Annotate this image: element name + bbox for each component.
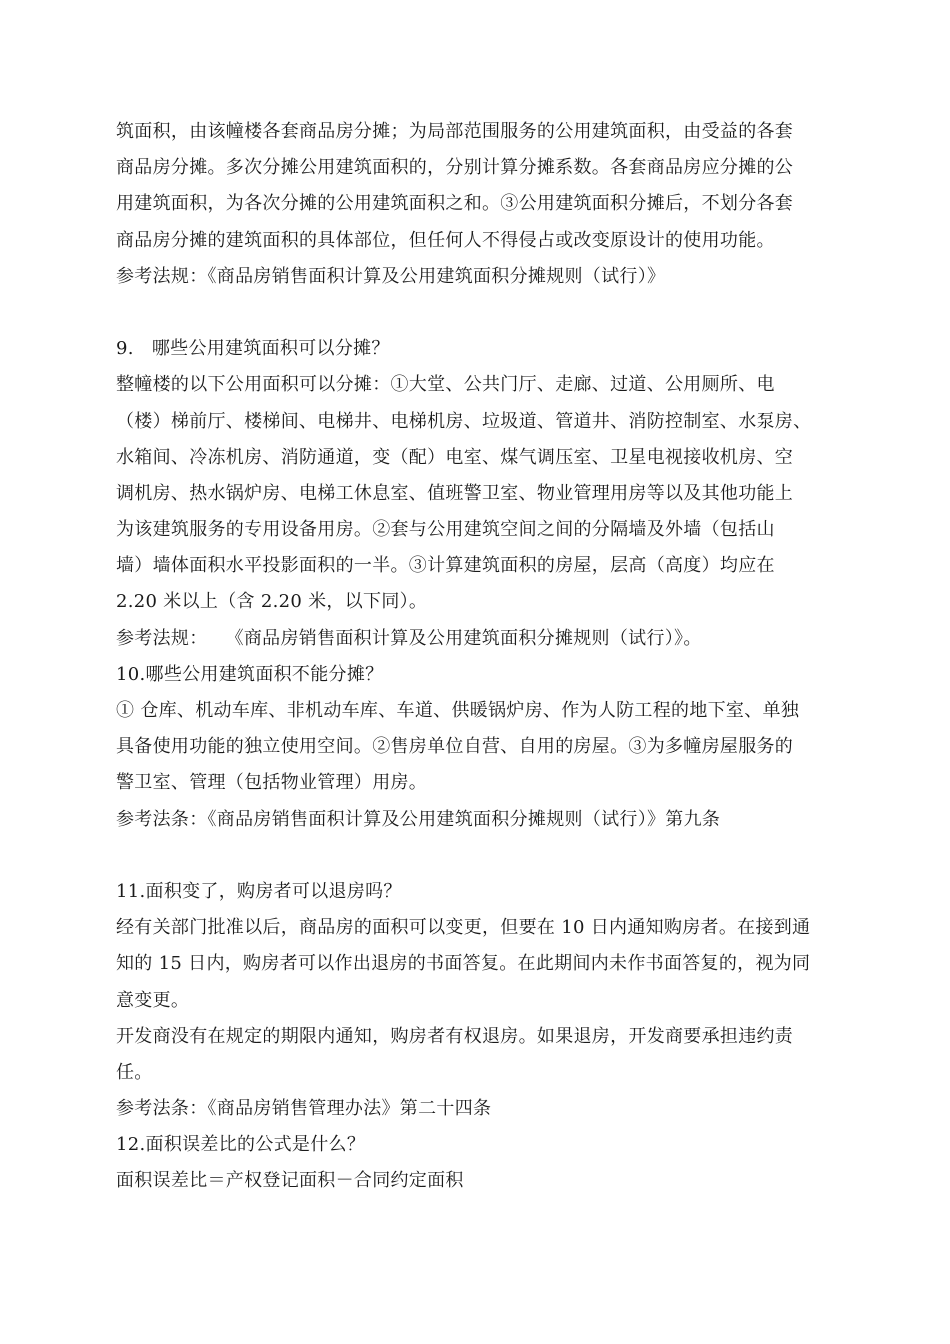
reference-line: 参考法条：《商品房销售管理办法》第二十四条 xyxy=(116,1098,492,1120)
paragraph-line: 用建筑面积，为各次分摊的公用建筑面积之和。③公用建筑面积分摊后，不划分各套 xyxy=(116,193,794,215)
reference-line: 参考法条：《商品房销售面积计算及公用建筑面积分摊规则（试行）》第九条 xyxy=(116,808,721,830)
paragraph-line: 筑面积，由该幢楼各套商品房分摊；为局部范围服务的公用建筑面积，由受益的各套 xyxy=(116,121,794,142)
paragraph-line: 商品房分摊。多次分摊公用建筑面积的，分别计算分摊系数。各套商品房应分摊的公 xyxy=(116,157,794,179)
reference-line: 参考法规：《商品房销售面积计算及公用建筑面积分摊规则（试行）》 xyxy=(116,265,666,287)
section-q10 xyxy=(116,657,846,838)
paragraph-line: ① 仓库、机动车库、非机动车库、车道、供暖锅炉房、作为人防工程的地下室、单独 xyxy=(116,700,800,721)
paragraph-line: （楼）梯前厅、楼梯间、电梯井、电梯机房、垃圾道、管道井、消防控制室、水泵房、 xyxy=(116,410,812,432)
paragraph-line: 警卫室、管理（包括物业管理）用房。 xyxy=(116,772,428,794)
paragraph-line: 意变更。 xyxy=(116,989,190,1011)
paragraph-line: 任。 xyxy=(116,1061,153,1083)
section-q11 xyxy=(116,874,846,1127)
section-8-tail xyxy=(116,114,846,295)
question-heading: 9. 哪些公用建筑面积可以分摊？ xyxy=(116,338,390,360)
reference-line: 参考法规： 《商品房销售面积计算及公用建筑面积分摊规则（试行）》。 xyxy=(116,627,702,649)
paragraph-line: 商品房分摊的建筑面积的具体部位，但任何人不得侵占或改变原设计的使用功能。 xyxy=(116,229,775,251)
question-heading: 11.面积变了，购房者可以退房吗？ xyxy=(116,880,402,902)
question-heading: 12.面积误差比的公式是什么？ xyxy=(116,1134,366,1156)
paragraph-line: 调机房、热水锅炉房、电梯工休息室、值班警卫室、物业管理用房等以及其他功能上 xyxy=(116,482,794,504)
blank-line xyxy=(116,838,846,874)
paragraph-line: 2.20 米以上（含 2.20 米，以下同）。 xyxy=(116,591,428,613)
question-heading: 10.哪些公用建筑面积不能分摊？ xyxy=(116,663,384,685)
paragraph-line: 经有关部门批准以后，商品房的面积可以变更，但要在 10 日内通知购房者。在接到通 xyxy=(116,917,811,939)
paragraph-line: 面积误差比＝产权登记面积－合同约定面积 xyxy=(116,1170,464,1192)
paragraph-line: 水箱间、冷冻机房、消防通道，变（配）电室、煤气调压室、卫星电视接收机房、空 xyxy=(116,446,794,468)
paragraph-line: 开发商没有在规定的期限内通知，购房者有权退房。如果退房，开发商要承担违约责 xyxy=(116,1025,794,1047)
paragraph-line: 整幢楼的以下公用面积可以分摊：①大堂、公共门厅、走廊、过道、公用厕所、电 xyxy=(116,374,775,396)
document-page xyxy=(116,114,846,1200)
paragraph-line: 为该建筑服务的专用设备用房。②套与公用建筑空间之间的分隔墙及外墙（包括山 xyxy=(116,519,775,541)
paragraph-line: 墙）墙体面积水平投影面积的一半。③计算建筑面积的房屋，层高（高度）均应在 xyxy=(116,555,775,577)
paragraph-line: 具备使用功能的独立使用空间。②售房单位自营、自用的房屋。③为多幢房屋服务的 xyxy=(116,736,794,758)
blank-line xyxy=(116,295,846,331)
section-q9 xyxy=(116,331,846,657)
paragraph-line: 知的 15 日内，购房者可以作出退房的书面答复。在此期间内未作书面答复的，视为同 xyxy=(116,953,811,975)
section-q12 xyxy=(116,1127,846,1199)
